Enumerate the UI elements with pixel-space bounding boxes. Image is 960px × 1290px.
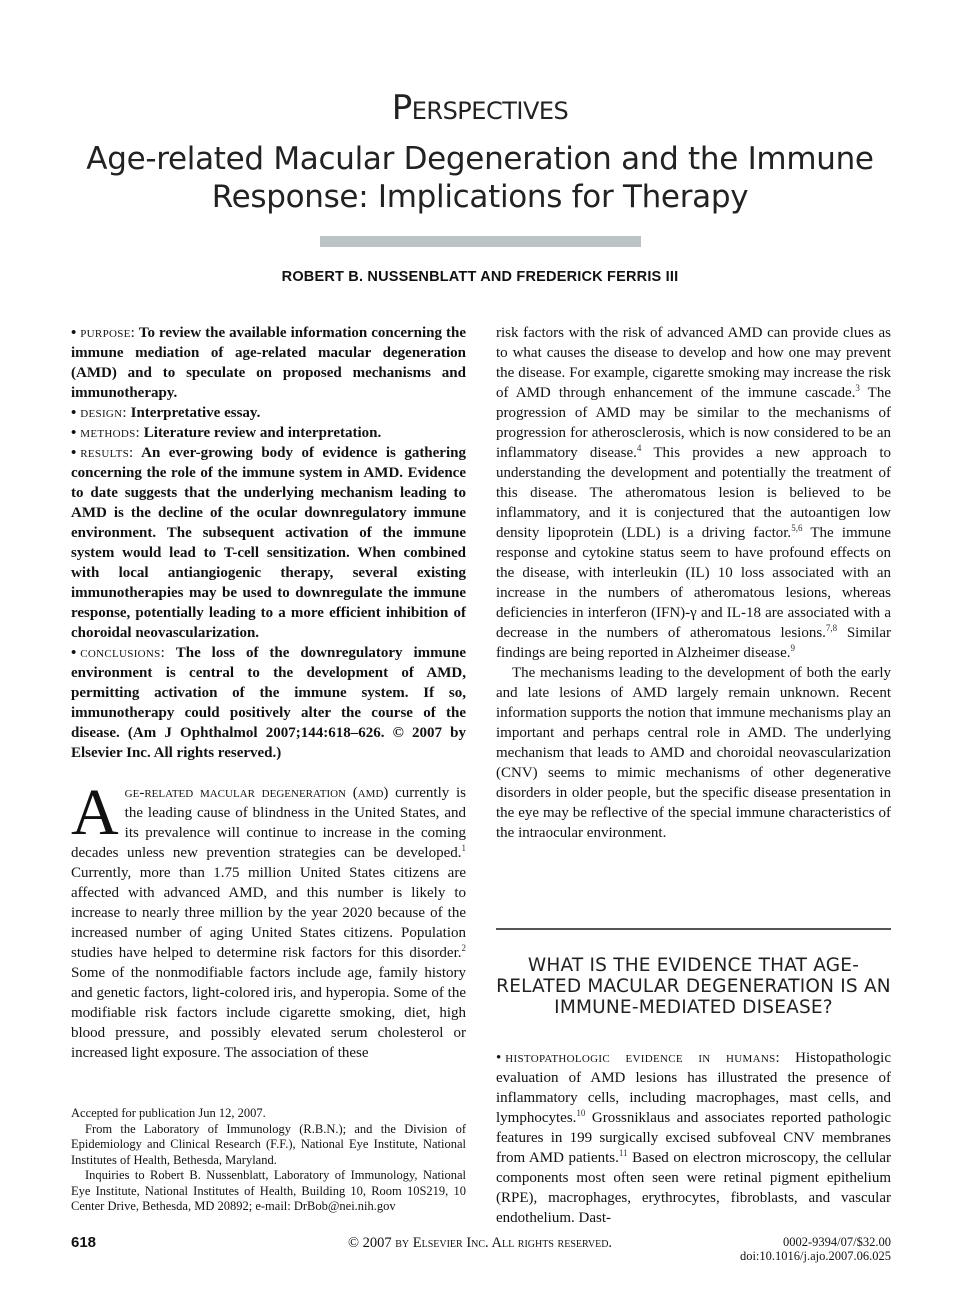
histopathology-text xyxy=(496,1033,891,1243)
results-label: results: xyxy=(80,445,134,461)
doi: doi:10.1016/j.ajo.2007.06.025 xyxy=(739,1249,891,1263)
methods-text: Literature review and interpretation. xyxy=(143,425,382,441)
design-label: design: xyxy=(80,405,127,421)
histo-label: histopathologic evidence in humans: xyxy=(505,1050,780,1066)
ref-1[interactable]: 1 xyxy=(461,843,466,853)
section-label: Perspectives xyxy=(391,88,569,128)
abstract-design xyxy=(71,403,466,423)
abstract xyxy=(71,323,466,763)
purpose-text: To review the available information concerning the immune mediation of age-related macular degeneration (AMD) and to speculate on proposed mechanisms and immunotherapy. xyxy=(71,325,466,401)
title-rule xyxy=(320,236,641,247)
abstract-conclusions xyxy=(71,643,466,763)
ref-5-6[interactable]: 5,6 xyxy=(791,523,803,533)
intro-p1c: Some of the nonmodifiable factors include age, family history and genetic factors, light-colored iris, and hyperopia. Some of the modifiable risk factors include cigarette smoking, diet, high blood pressure, and possibly elevated serum cholesterol or increased light exposure. The association of these xyxy=(71,965,466,1061)
ref-10[interactable]: 10 xyxy=(576,1108,586,1118)
ref-3[interactable]: 3 xyxy=(855,383,860,393)
drop-cap: A xyxy=(71,776,119,849)
copyright: © 2007 by Elsevier Inc. All rights reserved. xyxy=(347,1235,613,1251)
conclusions-text: The loss of the downregulatory immune environment is central to the development of AMD, permitting activation of the immune system. If so, immunotherapy could positively alter the course of the disease. xyxy=(71,645,466,741)
article-title: Age-related Macular Degeneration and the Immune Response: Implications for Therapy xyxy=(86,141,874,215)
affiliation-note: From the Laboratory of Immunology (R.B.N.); and the Division of Epidemiology and Clinical Research (F.F.), National Eye Institute, National Institutes of Health, Bethesda, Maryland. xyxy=(71,1121,466,1167)
footnotes xyxy=(71,1106,466,1215)
page-number: 618 xyxy=(71,1234,97,1251)
ref-4[interactable]: 4 xyxy=(636,443,642,453)
design-text: Interpretative essay. xyxy=(130,405,261,421)
abstract-results xyxy=(71,443,466,643)
ref-7-8[interactable]: 7,8 xyxy=(825,623,838,633)
ref-9[interactable]: 9 xyxy=(790,643,795,653)
section-heading: WHAT IS THE EVIDENCE THAT AGE-RELATED MACULAR DEGENERATION IS AN IMMUNE-MEDIATED DISEASE? xyxy=(496,955,891,1018)
abstract-citation: (Am J Ophthalmol 2007;144:618–626. © 2007 by Elsevier Inc. All rights reserved.) xyxy=(71,725,467,761)
conclusions-label: conclusions: xyxy=(80,645,166,661)
purpose-label: purpose: xyxy=(80,325,136,341)
authors: ROBERT B. NUSSENBLATT AND FREDERICK FERRIS III xyxy=(281,269,679,285)
right-p1b: The progression of AMD may be similar to the mechanisms of progression for atherosclerosis, which is now considered to be an inflammatory disease. xyxy=(496,385,891,461)
right-p3a: Histopathologic evaluation of AMD lesions has illustrated the presence of inflammatory cells, including macrophages, mast cells, and lymphocytes. xyxy=(496,1050,891,1126)
inquiries-note: Inquiries to Robert B. Nussenblatt, Laboratory of Immunology, National Eye Institute, National Institutes of Health, Building 10, Room 10S219, 10 Center Drive, Bethesda, MD 20892; e-mail: DrBob@nei.nih.gov xyxy=(71,1168,466,1213)
ref-11[interactable]: 11 xyxy=(618,1148,628,1158)
ref-2[interactable]: 2 xyxy=(461,943,466,953)
abstract-purpose xyxy=(71,323,466,403)
methods-label: methods: xyxy=(80,425,141,441)
issn: 0002-9394/07/$32.00 xyxy=(783,1235,891,1249)
right-p3b: Grossniklaus and associates reported pathologic features in 199 surgically excised subfoveal CNV membranes from AMD patients. xyxy=(496,1110,891,1166)
intro-text xyxy=(71,776,466,1063)
intro-p1a: currently is the leading cause of blindness in the United States, and its prevalence will continue to increase in the coming decades unless new prevention strategies can be developed. xyxy=(71,785,466,861)
right-p1a: risk factors with the risk of advanced AMD can provide clues as to what causes the disease to develop and how one may prevent the disease. For example, cigarette smoking may increase the risk of AMD through enhancement of the immune cascade. xyxy=(496,325,891,401)
results-text: An ever-growing body of evidence is gathering concerning the role of the immune system in AMD. Evidence to date suggests that the underlying mechanism leading to AMD is the decline of the ocular downregulatory immune environment. The subsequent activation of the immune system would lead to T-cell sensitization. When combined with local antiangiogenic therapy, several existing immunotherapies may be used to downregulate the immune response, potentially leading to a more efficient inhibition of choroidal neovascularization. xyxy=(71,445,466,641)
right-p2: The mechanisms leading to the development of both the early and late lesions of AMD largely remain unknown. Recent information supports the notion that immune mechanisms play an important and perhaps central role in AMD. The underlying mechanism that leads to AMD and choroidal neovascularization (CNV) seems to mimic mechanisms of other degenerative disorders in older people, but the specific disease presentation in the eye may be reflective of the special immune characteristics of the intraocular environment. xyxy=(496,665,891,841)
right-p1d: The immune response and cytokine status seem to have profound effects on the disease, with interleukin (IL) 10 loss associated with an increase in the numbers of atheromatous lesions, whereas deficiencies in interferon (IFN)-γ and IL-18 are associated with a decrease in the numbers of atheromatous lesions. xyxy=(496,525,891,641)
right-p3c: Based on electron microscopy, the cellular components most often seen were retinal pigment epithelium (RPE), macrophages, erythrocytes, fibroblasts, and vascular endothelium. Dast- xyxy=(496,1150,892,1226)
accepted-note: Accepted for publication Jun 12, 2007. xyxy=(71,1106,266,1120)
right-column xyxy=(496,323,891,843)
right-p1e: Similar findings are being reported in Alzheimer disease. xyxy=(496,625,891,661)
right-p1c: This provides a new approach to understanding the development and potentially the treatment of this disease. The atheromatous lesion is believed to be inflammatory, and it is conjectured that the autoantigen low density lipoprotein (LDL) is a driving factor. xyxy=(496,445,891,541)
abstract-methods xyxy=(71,423,466,443)
section-rule xyxy=(496,928,891,930)
issn-doi xyxy=(600,1235,891,1263)
intro-p1b: Currently, more than 1.75 million United States citizens are affected with advanced AMD, and this number is likely to increase to nearly three million by the year 2020 because of the increased number of aging United States citizens. Population studies have helped to determine risk factors for this disorder. xyxy=(71,865,466,961)
intro-lead: ge-related macular degeneration (amd) xyxy=(124,785,389,801)
